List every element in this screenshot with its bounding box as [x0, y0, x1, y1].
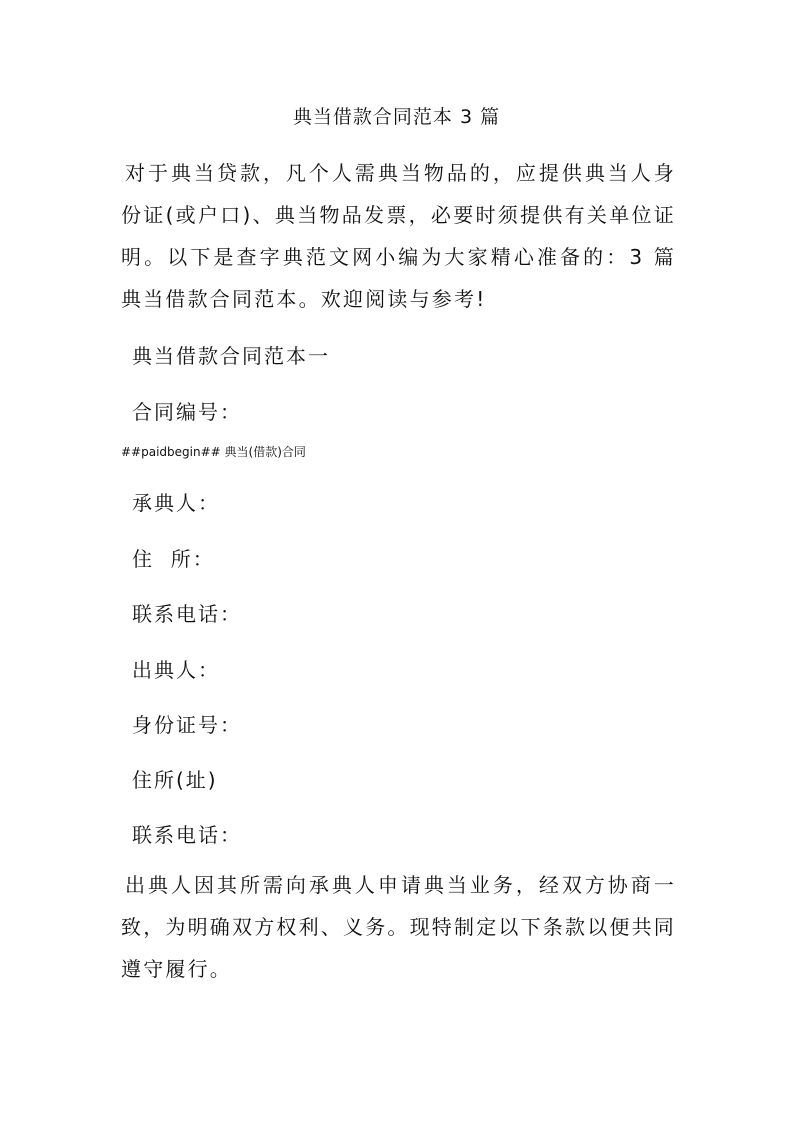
section-heading: 典当借款合同范本一 — [132, 344, 330, 368]
phone-label: 联系电话： — [132, 602, 242, 626]
phone-label-2: 联系电话： — [132, 823, 242, 847]
intro-paragraph: 对于典当贷款，凡个人需典当物品的，应提供典当人身份证(或户口)、典当物品发票，必要时须提供有关单位证明。以下是查字典范文网小编为大家精心准备的：3 篇典当借款合同范本。欢迎阅读与参考! — [121, 161, 676, 311]
closing-paragraph: 出典人因其所需向承典人申请典当业务，经双方协商一致，为明确双方权利、义务。现特制定以下条款以便共同遵守履行。 — [121, 873, 676, 981]
document-title: 典当借款合同范本 3 篇 — [292, 106, 501, 128]
address-label-2: 住所(址) — [132, 768, 218, 792]
paid-marker: ##paidbegin## 典当(借款)合同 — [121, 445, 306, 459]
pawner-label: 出典人： — [132, 658, 220, 682]
address-label: 住 所： — [132, 547, 215, 571]
pawnee-label: 承典人： — [132, 491, 220, 515]
contract-number-label: 合同编号： — [132, 400, 242, 424]
id-number-label: 身份证号： — [132, 713, 242, 737]
